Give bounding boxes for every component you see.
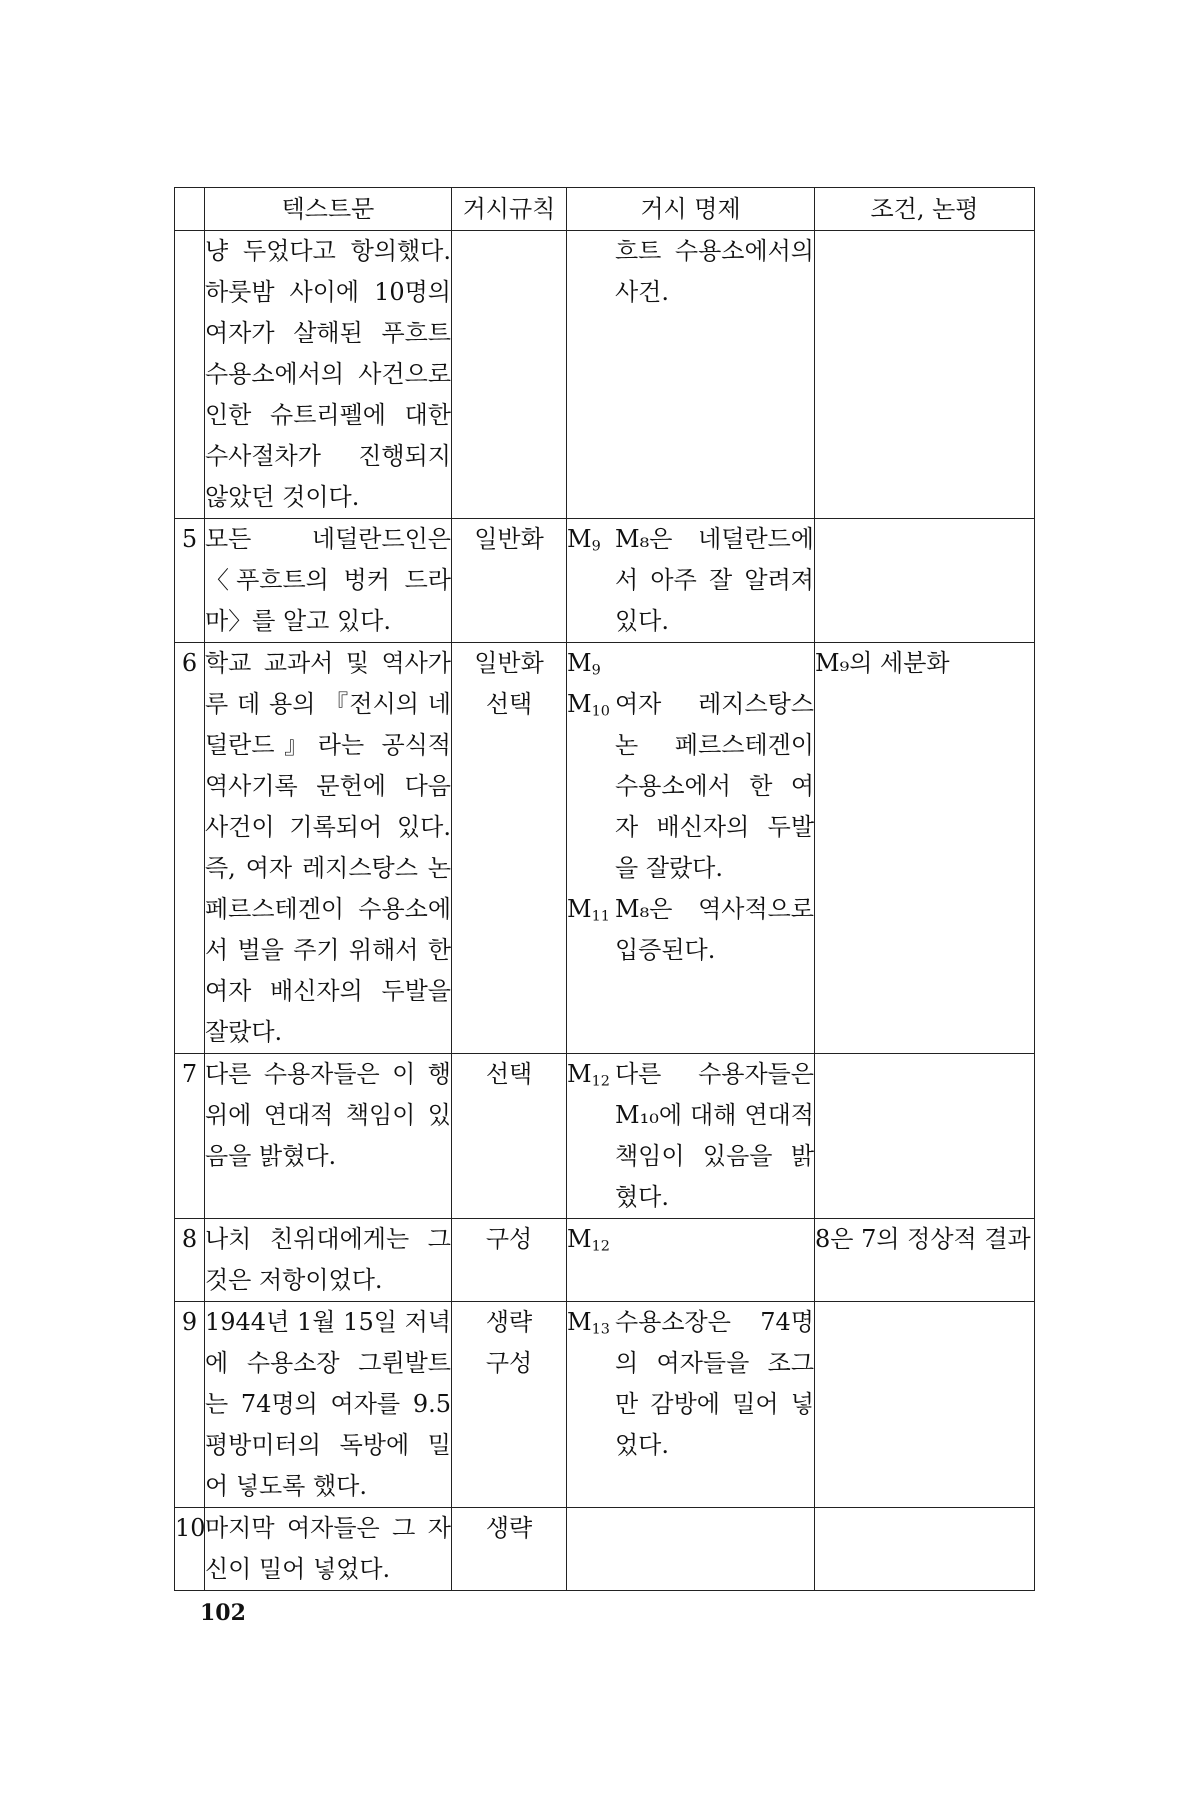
table-row [175, 643, 1035, 1054]
proposition-text: 흐트 수용소에서의 사건. [615, 237, 814, 306]
comment [815, 1508, 1035, 1591]
row-number: 7 [175, 1054, 205, 1219]
text-sentence: 1944년 1월 15일 저녁에 수용소장 그륀발트는 74명의 여자를 9.5평방미터의 독방에 밀어 넣도록 했다. [205, 1302, 452, 1508]
proposition-label: $M_{12}$ [567, 1225, 610, 1255]
macro-proposition [567, 231, 815, 519]
header-condition-comment: 조건, 논평 [815, 188, 1035, 231]
table-row [175, 1302, 1035, 1508]
comment: M₉의 세분화 [815, 643, 1035, 1054]
text-sentence: 나치 친위대에게는 그것은 저항이었다. [205, 1219, 452, 1302]
proposition-label: $M_{11}$ [567, 895, 610, 925]
table-row [175, 1219, 1035, 1302]
proposition-label: $M_{10}$ [567, 690, 610, 720]
macro-proposition [567, 1219, 815, 1302]
macro-rule [452, 231, 567, 519]
proposition-label: $M_9$ [567, 649, 601, 679]
row-number [175, 231, 205, 519]
proposition-label: $M_{12}$ [567, 1060, 610, 1090]
proposition-label: $M_{13}$ [567, 1308, 610, 1338]
rule-label: 구성 [485, 1225, 533, 1253]
proposition-text: 다른 수용자들은 M₁₀에 대해 연대적 책임이 있음을 밝혔다. [615, 1060, 814, 1211]
comment [815, 519, 1035, 643]
macro-proposition [567, 519, 815, 643]
proposition-text [615, 1219, 814, 1260]
proposition-text: M₈은 역사적으로 입증된다. [615, 895, 814, 964]
page-number: 102 [200, 1600, 246, 1626]
table-row [175, 231, 1035, 519]
row-number: 9 [175, 1302, 205, 1508]
macro-proposition [567, 643, 815, 1054]
table-row [175, 519, 1035, 643]
macrostructure-table [174, 187, 1035, 1591]
rule-label: 생략 [485, 1514, 533, 1542]
rule-label: 일반화 [474, 649, 544, 677]
text-sentence: 모든 네덜란드인은 〈푸흐트의 벙커 드라마〉를 알고 있다. [205, 519, 452, 643]
text-sentence: 학교 교과서 및 역사가 루 데 용의 『전시의 네덜란드』라는 공식적 역사기록 문헌에 다음 사건이 기록되어 있다. 즉, 여자 레지스탕스 논 페르스테겐이 수용소에서 벌을 주기 위해서 한 여자 배신자의 두발을 잘랐다. [205, 643, 452, 1054]
rule-label: 선택 [485, 690, 533, 718]
comment [815, 231, 1035, 519]
row-number: 6 [175, 643, 205, 1054]
comment: 8은 7의 정상적 결과 [815, 1219, 1035, 1302]
comment [815, 1302, 1035, 1508]
comment [815, 1054, 1035, 1219]
table-header-row [175, 188, 1035, 231]
row-number: 10 [175, 1508, 205, 1591]
proposition-text: 여자 레지스탕스 논 페르스테겐이 수용소에서 한 여자 배신자의 두발을 잘랐다. [615, 690, 814, 882]
header-macro-rule: 거시규칙 [452, 188, 567, 231]
header-text-sentence: 텍스트문 [205, 188, 452, 231]
header-number [175, 188, 205, 231]
row-number: 5 [175, 519, 205, 643]
text-sentence: 마지막 여자들은 그 자신이 밀어 넣었다. [205, 1508, 452, 1591]
table-row [175, 1054, 1035, 1219]
proposition-text: 수용소장은 74명의 여자들을 조그만 감방에 밀어 넣었다. [615, 1308, 814, 1459]
macro-rule [452, 1508, 567, 1591]
proposition-text [615, 643, 814, 684]
macro-proposition [567, 1054, 815, 1219]
macro-rule [452, 1219, 567, 1302]
rule-label: 일반화 [474, 525, 544, 553]
macro-rule [452, 519, 567, 643]
macro-rule [452, 643, 567, 1054]
rule-label: 구성 [485, 1349, 533, 1377]
macro-rule [452, 1054, 567, 1219]
header-macro-proposition: 거시 명제 [567, 188, 815, 231]
macro-rule [452, 1302, 567, 1508]
macro-proposition [567, 1302, 815, 1508]
macro-proposition [567, 1508, 815, 1591]
proposition-label: $M_9$ [567, 525, 601, 555]
rule-label: 선택 [485, 1060, 533, 1088]
text-sentence: 냥 두었다고 항의했다. 하룻밤 사이에 10명의 여자가 살해된 푸흐트 수용소에서의 사건으로 인한 슈트리펠에 대한 수사절차가 진행되지 않았던 것이다. [205, 231, 452, 519]
table-row [175, 1508, 1035, 1591]
text-sentence: 다른 수용자들은 이 행위에 연대적 책임이 있음을 밝혔다. [205, 1054, 452, 1219]
row-number: 8 [175, 1219, 205, 1302]
rule-label: 생략 [485, 1308, 533, 1336]
proposition-text: M₈은 네덜란드에서 아주 잘 알려져 있다. [615, 525, 814, 635]
